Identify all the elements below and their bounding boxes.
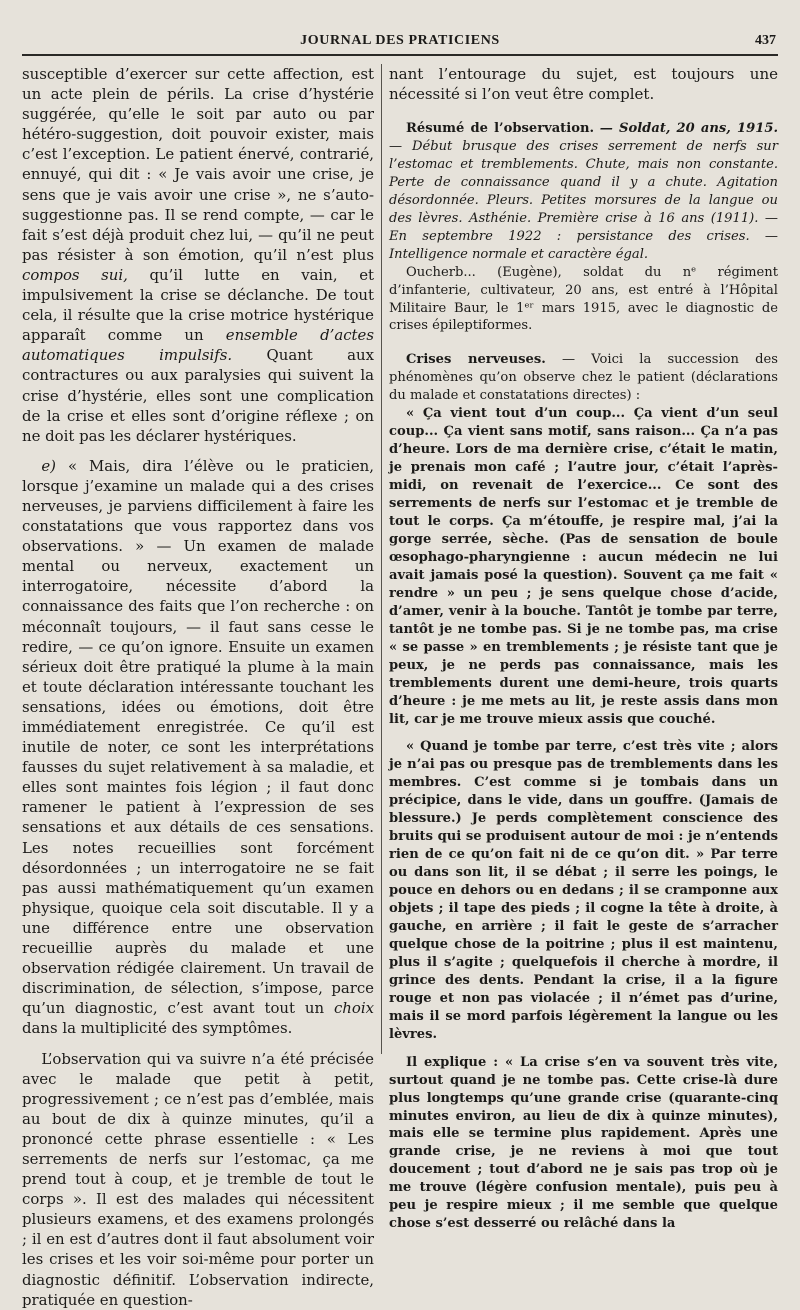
paragraph: L’observation qui va suivre n’a été précisée avec le malade que petit à petit, progressivement ; ce n’est pas d’emblée, mais au bout de dix à quinze minutes, qu’il a prononcé cette phrase essentielle : « Les serrements de nerfs sur l’estomac, ça me prend tout à coup, et je tremble de tout le corps ». Il est des malades qui nécessitent plusieurs examens, et des examens prolongés ; il en est d’autres dont il faut absolument voir les crises et les voir soi-même pour porter un diagnostic définitif. L’observation indirecte, pratiquée en question- (22, 1049, 374, 1309)
section-label: e) (41, 456, 56, 475)
left-column (22, 64, 375, 1309)
quotation: « Quand je tombe par terre, c’est très vite ; alors je n’ai pas ou presque pas de tremblements dans les membres. C’est comme si je tombais dans un précipice, dans le vide, dans un gouffre. (Jamais de blessure.) Je perds complètement conscience des bruits qui se produisent autour de moi : je n’entends rien de ce qu’on fait ni de ce qu’on dit. » Par terre ou dans son lit, il se débat ; il serre les poings, le pouce en dehors ou en dedans ; il se cramponne aux objets ; il tape des pieds ; il cogne la tête à droite, à gauche, en arrière ; il fait le geste de s’arracher quelque chose de la poitrine ; plus il est maintenu, plus il s’agite ; quelquefois il cherche à mordre, il grince des dents. Pendant la crise, il a la figure rouge et non pas violacée ; il n’émet pas d’urine, mais il se mord parfois légèrement la langue ou les lèvres. (389, 739, 778, 1042)
column-divider (381, 64, 382, 1054)
emphasis: ensemble d’actes automatiques impulsifs. (22, 326, 374, 365)
quotation: « Ça vient tout d’un coup... Ça vient d’un seul coup... Ça vient sans motif, sans raison... Ça n’a pas d’heure. Lors de ma dernière crise, c’était le matin, je prenais mon café ; l’autre jour, c’était l’après-midi, on revenait de l’exercice... Ce sont des serrements de nerfs sur l’estomac et je tremble de tout le corps. Ça m’étouffe, je respire mal, j’ai la gorge serrée, sèche. (Pas de sensation de boule œsophago-pharyngienne : aucun médecin ne lui avait jamais posé la question). Souvent ça me fait « rendre » un peu ; je sens quelque chose d’acide, d’amer, venir à la bouche. Tantôt je tombe par terre, tantôt je ne tombe pas. Si je ne tombe pas, ma crise « se passe » en tremblements ; je résiste tant que je peux, je ne perds pas connaissance, mais les tremblements durent une demi-heure, trois quarts d’heure : je me mets au lit, je reste assis dans mon lit, car je me trouve mieux assis que couché. (389, 406, 778, 727)
journal-title: JOURNAL DES PRATICIENS (300, 33, 500, 48)
emphasis: choix (333, 999, 374, 1018)
paragraph: susceptible d’exercer sur cette affection, est un acte plein de périls. La crise d’hystérie suggérée, qu’elle le soit par auto ou par hétéro-suggestion, doit pouvoir exister, mais c’est l’exception. Le patient énervé, contrarié, ennuyé, qui dit : « Je vais avoir une crise, je sens que je vais avoir une crise », ne s’auto-suggestionne pas. Il se rend compte, — car le fait s’est déjà produit chez lui, — qu’il ne peut pas résister à son émotion, qu’il n’est plus compos sui, qu’il lutte en vain, et impulsivement la crise se déclanche. De tout cela, il résulte que la crise motrice hystérique apparaît comme un ensemble d’actes automatiques impulsifs. Quant aux contractures ou aux paralysies qui suivent la crise d’hystérie, elles sont une complication de la crise et elles sont d’origine réflexe ; on ne doit pas les déclarer hystériques. (22, 65, 375, 445)
running-header (22, 28, 778, 56)
paragraph: Oucherb... (Eugène), soldat du nᵉ régiment d’infanterie, cultivateur, 20 ans, est entré à l’Hôpital Militaire Baur, le 1ᵉʳ mars 1915, avec le diagnostic de crises épileptiformes. (389, 264, 778, 334)
right-column (389, 64, 778, 1232)
summary-heading: Résumé de l’observation. (406, 121, 595, 136)
summary-subject: — Soldat, 20 ans, 1915. (599, 121, 778, 136)
paragraph: e) « Mais, dira l’élève ou le praticien, lorsque j’examine un malade qui a des crises nerveuses, je parviens difficilement à faire les constatations que vous rapportez dans vos observations. » — Un examen de malade mental ou nerveux, exactement un interrogatoire, nécessite d’abord la connaissance des faits que l’on recherche : on méconnaît toujours, — il faut sans cesse le redire, — ce qu’on ignore. Ensuite un examen sérieux doit être pratiqué la plume à la main et toute déclaration intéressante touchant les sensations, idées ou émotions, doit être immédiatement enregistrée. Ce qu’il est inutile de noter, ce sont les interprétations fausses du sujet relativement à sa maladie, et elles sont maintes fois légion ; il faut donc ramener le patient à l’expression de ses sensations et aux détails de ces sensations. Les notes recueillies sont forcément désordonnées ; un interrogatoire ne se fait pas aussi mathématiquement qu’un examen physique, quoique cela soit discutable. Il y a une différence entre une observation recueillie auprès du malade et une observation rédigée clairement. Un travail de discrimination, de sélection, s’impose, parce qu’un diagnostic, c’est avant tout un choix dans la multiplicité des symptômes. (22, 456, 375, 1038)
crises-block: Crises nerveuses. — Voici la succession des phénomènes qu’on observe chez le patient (déclarations du malade et constatations directes) : (389, 352, 778, 404)
paragraph: nant l’entourage du sujet, est toujours une nécessité si l’on veut être complet. (389, 65, 778, 103)
page-number: 437 (755, 33, 776, 48)
crises-heading: Crises nerveuses. (406, 352, 546, 368)
summary-block (389, 120, 778, 264)
latin-phrase: compos sui, (22, 265, 128, 284)
quotation: Il explique : « La crise s’en va souvent très vite, surtout quand je ne tombe pas. Cette crise-là dure plus longtemps qu’une grande crise (quarante-cinq minutes environ, au lieu de dix à quinze minutes), mais elle se termine plus rapidement. Après une grande crise, je ne reviens à moi que tout doucement ; tout d’abord ne je sais pas trop où je me trouve (légère confusion mentale), puis peu à peu je respire mieux ; il me semble que quelque chose s’est desserré ou relâché dans la (389, 1054, 778, 1232)
summary-text: — Début brusque des crises serrement de nerfs sur l’estomac et tremblements. Chute, mais non constante. Perte de connaissance quand il y a chute. Agitation désordonnée. Pleurs. Petites morsures de la langue ou des lèvres. Asthénie. Première crise à 16 ans (1911). — En septembre 1922 : persistance des crises. — Intelligence normale et caractère égal. (389, 138, 778, 262)
